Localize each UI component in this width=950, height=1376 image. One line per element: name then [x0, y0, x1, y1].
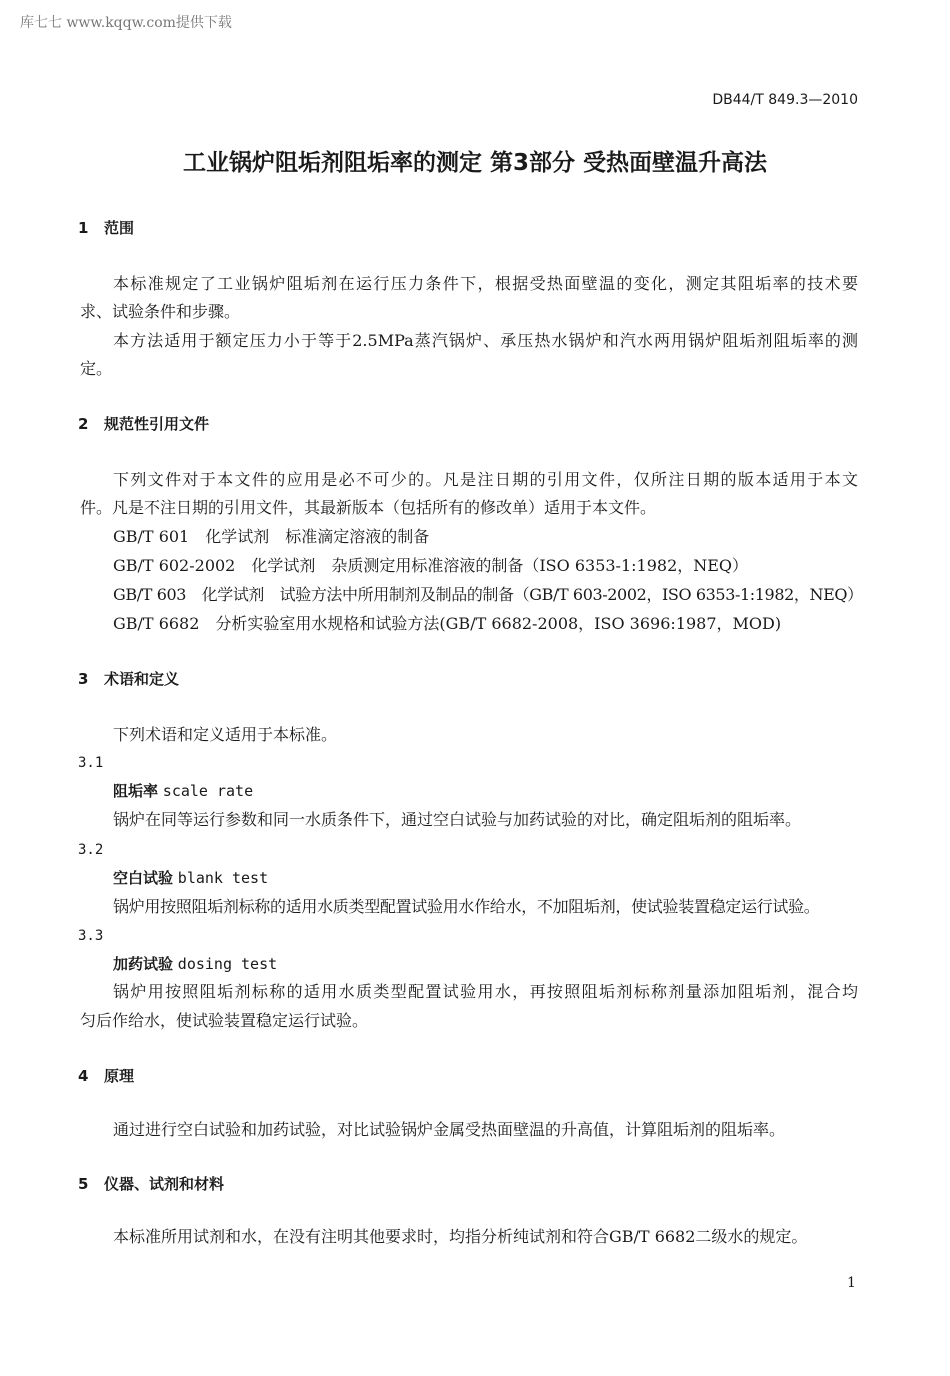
term-en: blank test: [177, 869, 269, 887]
term-definition: 锅炉在同等运行参数和同一水质条件下，通过空白试验与加药试验的对比，确定阻垢剂的阻垢率。: [113, 810, 802, 829]
section-number: 5: [78, 1175, 89, 1193]
term-zh: 阻垢率: [113, 782, 159, 800]
section-title: 范围: [104, 219, 135, 237]
section-1-heading: [78, 218, 134, 238]
section-title: 原理: [104, 1067, 135, 1085]
paragraph-line: 通过进行空白试验和加药试验，对比试验锅炉金属受热面壁温的升高值，计算阻垢剂的阻垢率。: [113, 1120, 786, 1139]
normative-reference: GB/T 603 化学试剂 试验方法中所用制剂及制品的制备（GB/T 603-2002，ISO 6353-1:1982，NEQ）: [113, 585, 863, 604]
section-title: 规范性引用文件: [104, 415, 210, 433]
term-number: 3.3: [78, 928, 104, 944]
page-number: 1: [847, 1275, 856, 1291]
section-5-heading: [78, 1174, 224, 1194]
term-number: 3.1: [78, 755, 104, 771]
paragraph-line: 定。: [80, 359, 113, 378]
section-4-heading: [78, 1066, 134, 1086]
watermark: 库七七 www.kqqw.com提供下载: [20, 15, 232, 31]
section-3-heading: [78, 669, 179, 689]
term-name: [113, 868, 268, 888]
standard-code: DB44/T 849.3—2010: [712, 92, 858, 108]
term-zh: 加药试验: [113, 955, 174, 973]
paragraph-line: 件。凡是不注日期的引用文件，其最新版本（包括所有的修改单）适用于本文件。: [80, 498, 657, 517]
paragraph-line: 下列文件对于本文件的应用是必不可少的。凡是注日期的引用文件，仅所注日期的版本适用于本文: [113, 470, 858, 489]
section-title: 术语和定义: [104, 670, 180, 688]
paragraph-line: 本标准规定了工业锅炉阻垢剂在运行压力条件下，根据受热面壁温的变化，测定其阻垢率的技术要: [113, 274, 858, 293]
section-number: 1: [78, 219, 89, 237]
term-number: 3.2: [78, 842, 104, 858]
term-zh: 空白试验: [113, 869, 174, 887]
term-en: dosing test: [177, 955, 278, 973]
normative-reference: GB/T 6682 分析实验室用水规格和试验方法(GB/T 6682-2008，ISO 3696:1987，MOD): [113, 614, 782, 633]
term-name: [113, 781, 253, 801]
section-number: 3: [78, 670, 89, 688]
section-title: 仪器、试剂和材料: [104, 1175, 225, 1193]
paragraph-line: 下列术语和定义适用于本标准。: [113, 725, 338, 744]
term-name: [113, 954, 277, 974]
normative-reference: GB/T 601 化学试剂 标准滴定溶液的制备: [113, 527, 430, 546]
paragraph-line: 本方法适用于额定压力小于等于2.5MPa蒸汽锅炉、承压热水锅炉和汽水两用锅炉阻垢剂阻垢率的测: [113, 331, 858, 350]
normative-reference: GB/T 602-2002 化学试剂 杂质测定用标准溶液的制备（ISO 6353-1:1982，NEQ）: [113, 556, 749, 575]
section-2-heading: [78, 414, 209, 434]
section-number: 4: [78, 1067, 89, 1085]
term-definition: 锅炉用按照阻垢剂标称的适用水质类型配置试验用水作给水，不加阻垢剂，使试验装置稳定运行试验。: [113, 897, 820, 916]
term-definition: 锅炉用按照阻垢剂标称的适用水质类型配置试验用水，再按照阻垢剂标称剂量添加阻垢剂，混合均: [113, 982, 858, 1001]
term-definition: 匀后作给水，使试验装置稳定运行试验。: [80, 1011, 369, 1030]
page-title: 工业锅炉阻垢剂阻垢率的测定 第3部分 受热面壁温升高法: [182, 150, 768, 176]
section-number: 2: [78, 415, 89, 433]
paragraph-line: 求、试验条件和步骤。: [80, 302, 241, 321]
term-en: scale rate: [162, 782, 254, 800]
paragraph-line: 本标准所用试剂和水，在没有注明其他要求时，均指分析纯试剂和符合GB/T 6682二级水的规定。: [113, 1227, 808, 1246]
